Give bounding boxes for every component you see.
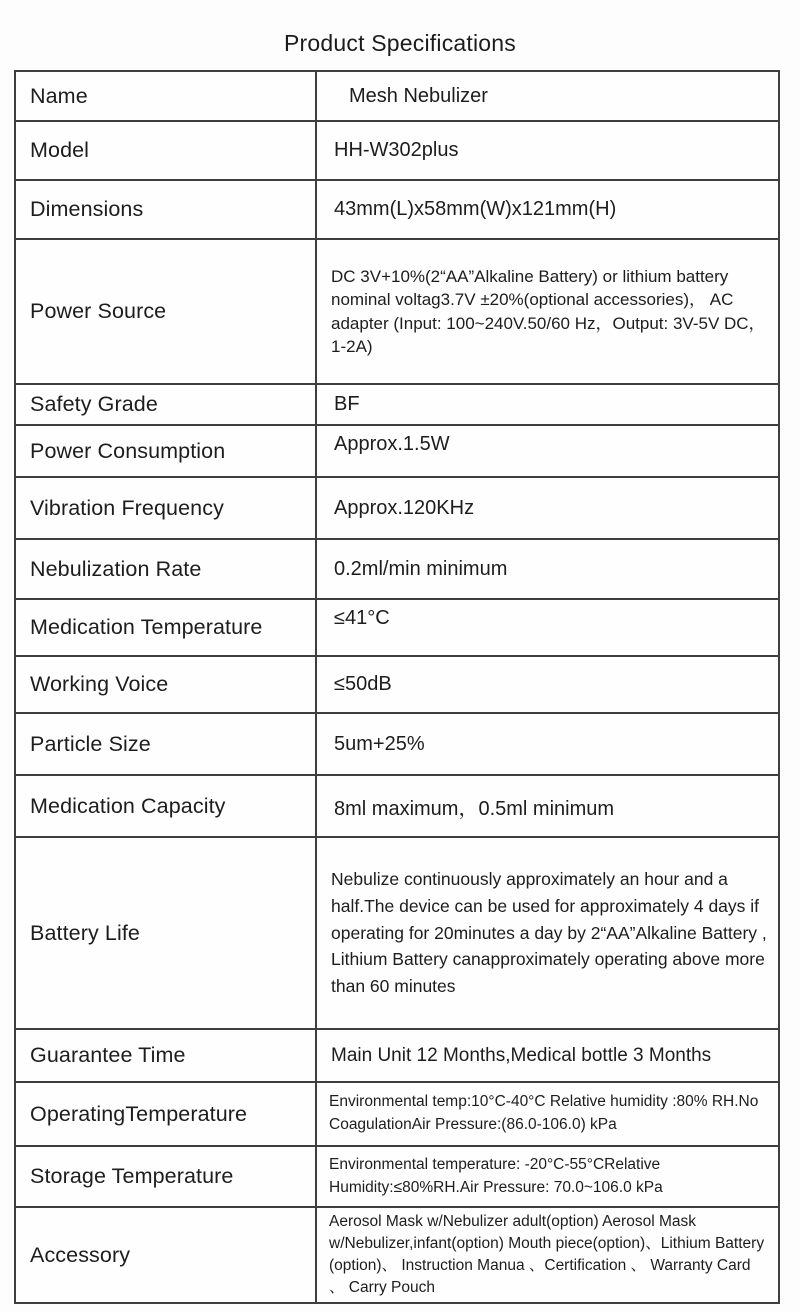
spec-value: BF <box>316 384 779 425</box>
spec-value: Approx.120KHz <box>316 477 779 539</box>
spec-label: Power Source <box>15 239 316 384</box>
spec-label: Safety Grade <box>15 384 316 425</box>
spec-value: 43mm(L)x58mm(W)x121mm(H) <box>316 180 779 239</box>
spec-value: 0.2ml/min minimum <box>316 539 779 599</box>
page-title: Product Specifications <box>284 30 516 56</box>
spec-value: Nebulize continuously approximately an hour and a half.The device can be used for approximately 4 days if operating for 20minutes a day by 2“AA”Alkaline Battery , Lithium Battery canapproximately operating above more than 60 minutes <box>316 837 779 1029</box>
table-row <box>15 837 779 1029</box>
table-row <box>15 539 779 599</box>
table-row <box>15 180 779 239</box>
spec-value: ≤50dB <box>316 656 779 713</box>
spec-value: Mesh Nebulizer <box>316 71 779 121</box>
spec-label: Power Consumption <box>15 425 316 477</box>
spec-value: 5um+25% <box>316 713 779 775</box>
table-row <box>15 384 779 425</box>
table-row <box>15 425 779 477</box>
spec-value: HH-W302plus <box>316 121 779 180</box>
spec-value: DC 3V+10%(2“AA”Alkaline Battery) or lithium battery nominal voltag3.7V ±20%(optional accessories)， AC adapter (Input: 100~240V.50/60 Hz，Output: 3V-5V DC，1-2A) <box>316 239 779 384</box>
table-row <box>15 775 779 837</box>
table-row <box>15 71 779 121</box>
spec-label: Guarantee Time <box>15 1029 316 1082</box>
spec-label: Name <box>15 71 316 121</box>
spec-label: Dimensions <box>15 180 316 239</box>
spec-value: Approx.1.5W <box>316 425 779 477</box>
spec-value: Aerosol Mask w/Nebulizer adult(option) Aerosol Mask w/Nebulizer,infant(option) Mouth piece(option)、Lithium Battery (option)、 Instruction Manua 、Certification 、 Warranty Card 、 Carry Pouch <box>316 1207 779 1303</box>
spec-label: Medication Temperature <box>15 599 316 656</box>
spec-value: Main Unit 12 Months,Medical bottle 3 Months <box>316 1029 779 1082</box>
spec-label: OperatingTemperature <box>15 1082 316 1146</box>
spec-label: Nebulization Rate <box>15 539 316 599</box>
product-spec-table <box>14 70 780 1304</box>
spec-label: Model <box>15 121 316 180</box>
table-row <box>15 1082 779 1146</box>
table-row <box>15 1029 779 1082</box>
spec-value: Environmental temp:10°C-40°C Relative humidity :80% RH.No CoagulationAir Pressure:(86.0-106.0) kPa <box>316 1082 779 1146</box>
spec-label: Battery Life <box>15 837 316 1029</box>
spec-label: Vibration Frequency <box>15 477 316 539</box>
table-row <box>15 656 779 713</box>
spec-label: Accessory <box>15 1207 316 1303</box>
spec-value: ≤41°C <box>316 599 779 656</box>
spec-label: Medication Capacity <box>15 775 316 837</box>
table-row <box>15 121 779 180</box>
spec-value: Environmental temperature: -20°C-55°CRelative Humidity:≤80%RH.Air Pressure: 70.0~106.0 kPa <box>316 1146 779 1207</box>
table-row <box>15 1207 779 1303</box>
table-row <box>15 239 779 384</box>
spec-label: Storage Temperature <box>15 1146 316 1207</box>
table-row <box>15 599 779 656</box>
table-row <box>15 1146 779 1207</box>
spec-label: Particle Size <box>15 713 316 775</box>
table-row <box>15 477 779 539</box>
spec-label: Working Voice <box>15 656 316 713</box>
table-row <box>15 713 779 775</box>
spec-value: 8ml maximum，0.5ml minimum <box>316 775 779 837</box>
